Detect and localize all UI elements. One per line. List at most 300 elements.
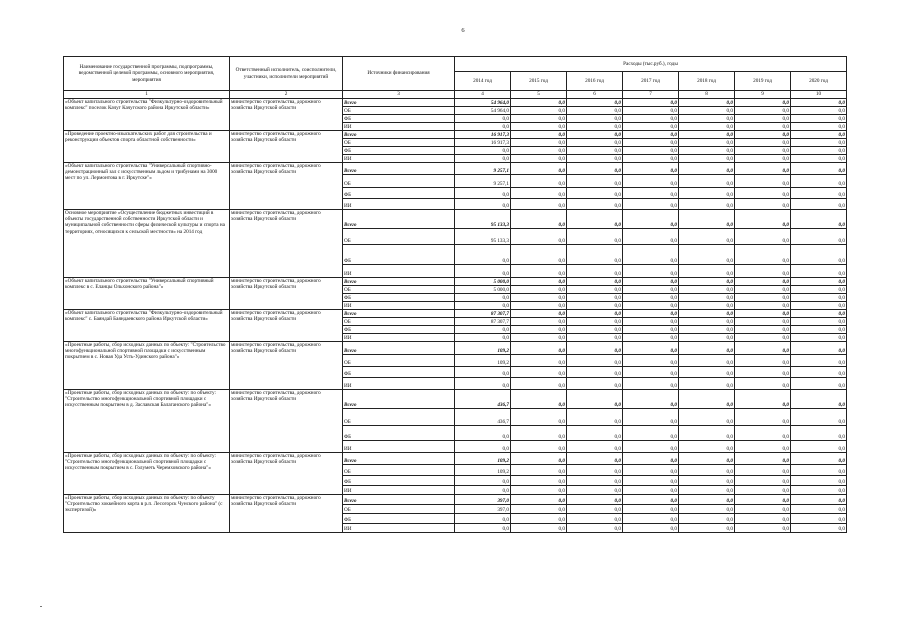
amount-cell: 0,0 [679,155,735,163]
amount-cell: 0,0 [791,188,847,199]
header-index-row [64,91,847,99]
funding-source: ИИ [343,486,455,495]
funding-source: ОБ [343,139,455,147]
amount-cell: 0,0 [679,107,735,115]
amount-cell: 0,0 [791,486,847,495]
amount-cell: 0,0 [567,310,623,318]
amount-cell: 0,0 [791,355,847,367]
amount-cell: 5 000,0 [455,278,511,286]
amount-cell: 0,0 [567,302,623,310]
amount-cell: 0,0 [735,342,791,355]
amount-cell: 0,0 [735,495,791,505]
amount-cell: 0,0 [455,378,511,390]
amount-cell: 0,0 [567,524,623,533]
amount-cell: 0,0 [567,390,623,409]
amount-cell: 0,0 [623,265,679,278]
measure-executor: министерство строительства, дорожного хозяйства Иркутской области [230,390,343,453]
amount-cell: 0,0 [735,355,791,367]
amount-cell: 0,0 [567,367,623,378]
amount-cell: 87 307,7 [455,310,511,318]
funding-source: Всего [343,99,455,107]
amount-cell: 0,0 [567,465,623,476]
amount-cell: 0,0 [567,453,623,465]
amount-cell: 0,0 [623,409,679,426]
table-row [64,342,847,355]
amount-cell: 0,0 [623,286,679,294]
amount-cell: 0,0 [567,99,623,107]
amount-cell: 0,0 [679,123,735,131]
header-program-name: Наименование государственной программы, подпрограммы, ведомственной целевой программы, основного мероприятия, мероприятия [64,57,230,91]
financing-table [63,56,847,533]
amount-cell: 0,0 [679,505,735,514]
amount-cell: 54 964,0 [455,107,511,115]
amount-cell: 0,0 [735,367,791,378]
amount-cell: 0,0 [791,465,847,476]
amount-cell: 0,0 [735,147,791,155]
amount-cell: 0,0 [511,318,567,326]
amount-cell: 0,0 [511,310,567,318]
amount-cell: 0,0 [791,155,847,163]
table-body [64,99,847,533]
funding-source: ФБ [343,326,455,334]
amount-cell: 0,0 [567,355,623,367]
amount-cell: 0,0 [567,175,623,188]
amount-cell: 0,0 [623,342,679,355]
amount-cell: 0,0 [511,453,567,465]
column-index: 2 [230,91,343,99]
amount-cell: 109,2 [455,342,511,355]
amount-cell: 0,0 [623,486,679,495]
amount-cell: 0,0 [623,155,679,163]
amount-cell: 0,0 [679,367,735,378]
amount-cell: 0,0 [623,453,679,465]
amount-cell: 0,0 [679,265,735,278]
amount-cell: 0,0 [511,175,567,188]
amount-cell: 0,0 [735,155,791,163]
amount-cell: 0,0 [735,390,791,409]
funding-source: ФБ [343,245,455,265]
amount-cell: 0,0 [679,199,735,210]
funding-source: ИИ [343,265,455,278]
table-row [64,163,847,175]
amount-cell: 0,0 [679,294,735,302]
amount-cell: 0,0 [791,131,847,139]
table-row [64,131,847,139]
measure-name: «Объект капитального строительства "Физкультурно-оздоровительный комплекс" поселок Качуг Качугского района Иркутской области» [64,99,230,131]
amount-cell: 0,0 [511,278,567,286]
amount-cell: 0,0 [735,426,791,441]
amount-cell: 0,0 [511,465,567,476]
amount-cell: 0,0 [511,334,567,342]
amount-cell: 0,0 [511,163,567,175]
funding-source: Всего [343,131,455,139]
amount-cell: 0,0 [679,390,735,409]
amount-cell: 0,0 [455,294,511,302]
amount-cell: 0,0 [735,318,791,326]
funding-source: Всего [343,453,455,465]
amount-cell: 0,0 [679,99,735,107]
funding-source: Всего [343,310,455,318]
amount-cell: 0,0 [511,378,567,390]
amount-cell: 0,0 [567,334,623,342]
page-number: 6 [461,27,465,34]
amount-cell: 0,0 [679,355,735,367]
amount-cell: 109,2 [455,453,511,465]
amount-cell: 0,0 [735,326,791,334]
amount-cell: 0,0 [679,465,735,476]
measure-executor: министерство строительства, дорожного хозяйства Иркутской области [230,131,343,163]
amount-cell: 0,0 [567,514,623,524]
amount-cell: 0,0 [511,390,567,409]
measure-executor: министерство строительства, дорожного хозяйства Иркутской области [230,99,343,131]
amount-cell: 0,0 [511,188,567,199]
amount-cell: 0,0 [623,199,679,210]
funding-source: ИИ [343,155,455,163]
amount-cell: 0,0 [791,107,847,115]
funding-source: Всего [343,210,455,229]
amount-cell: 436,7 [455,409,511,426]
measure-name: «Объект капитального строительства "Универсальный спортивно-демонстрационный зал с искусственным льдом и трибунами на 3000 мест по ул. Лермонтова в г. Иркутске"» [64,163,230,210]
amount-cell: 0,0 [455,265,511,278]
amount-cell: 0,0 [455,147,511,155]
amount-cell: 16 917,3 [455,139,511,147]
amount-cell: 0,0 [567,342,623,355]
amount-cell: 0,0 [679,286,735,294]
amount-cell: 436,7 [455,390,511,409]
amount-cell: 0,0 [791,278,847,286]
amount-cell: 0,0 [791,378,847,390]
amount-cell: 0,0 [623,390,679,409]
amount-cell: 0,0 [735,524,791,533]
amount-cell: 0,0 [679,163,735,175]
amount-cell: 0,0 [679,147,735,155]
funding-source: ИИ [343,302,455,310]
amount-cell: 0,0 [679,524,735,533]
table-row [64,453,847,465]
amount-cell: 0,0 [623,294,679,302]
amount-cell: 0,0 [623,524,679,533]
funding-source: ФБ [343,367,455,378]
amount-cell: 0,0 [679,131,735,139]
column-index: 4 [455,91,511,99]
amount-cell: 0,0 [791,302,847,310]
amount-cell: 0,0 [679,115,735,123]
amount-cell: 0,0 [623,107,679,115]
amount-cell: 0,0 [455,334,511,342]
table-row [64,99,847,107]
amount-cell: 0,0 [679,453,735,465]
amount-cell: 0,0 [511,367,567,378]
amount-cell: 0,0 [511,147,567,155]
amount-cell: 0,0 [511,107,567,115]
amount-cell: 0,0 [679,514,735,524]
amount-cell: 5 000,0 [455,286,511,294]
amount-cell: 0,0 [623,505,679,514]
measure-name: «Проектные работы, сбор исходных данных по объекту: "Строительство многофункциональной спортивной площадки с искусственным покрытием в с. Новая Уда Усть-Удинского района"» [64,342,230,390]
amount-cell: 0,0 [735,409,791,426]
amount-cell: 0,0 [511,199,567,210]
amount-cell: 0,0 [735,486,791,495]
amount-cell: 0,0 [735,175,791,188]
amount-cell: 0,0 [735,199,791,210]
amount-cell: 95 133,3 [455,229,511,245]
funding-source: ОБ [343,465,455,476]
amount-cell: 0,0 [455,115,511,123]
amount-cell: 0,0 [791,123,847,131]
measure-name: «Проектные работы, сбор исходных данных по объекту: по объекту "Строительство хоккейного корта в р.п. Лесогорск Чунского района" (с экспертизой)» [64,495,230,533]
amount-cell: 0,0 [735,131,791,139]
funding-source: ОБ [343,355,455,367]
scan-mark [40,606,42,607]
amount-cell: 0,0 [567,409,623,426]
amount-cell: 0,0 [455,326,511,334]
amount-cell: 0,0 [455,441,511,453]
amount-cell: 0,0 [567,107,623,115]
amount-cell: 0,0 [623,465,679,476]
measure-executor: министерство строительства, дорожного хозяйства Иркутской области [230,495,343,533]
column-index: 7 [623,91,679,99]
table-row [64,390,847,409]
amount-cell: 0,0 [791,390,847,409]
amount-cell: 0,0 [623,147,679,155]
funding-source: Всего [343,342,455,355]
amount-cell: 0,0 [623,245,679,265]
amount-cell: 0,0 [623,175,679,188]
amount-cell: 0,0 [623,476,679,486]
funding-source: ФБ [343,115,455,123]
table-row [64,495,847,505]
amount-cell: 0,0 [623,441,679,453]
header-year: 2020 год [791,72,847,91]
amount-cell: 0,0 [623,131,679,139]
amount-cell: 0,0 [455,302,511,310]
amount-cell: 0,0 [735,465,791,476]
amount-cell: 0,0 [511,155,567,163]
column-index: 1 [64,91,230,99]
header-executor: Ответственный исполнитель, соисполнители, участники, исполнители мероприятий [230,57,343,91]
amount-cell: 0,0 [567,441,623,453]
amount-cell: 0,0 [567,486,623,495]
amount-cell: 0,0 [623,229,679,245]
column-index: 8 [679,91,735,99]
funding-source: ОБ [343,107,455,115]
amount-cell: 0,0 [679,229,735,245]
funding-source: ФБ [343,514,455,524]
amount-cell: 0,0 [567,245,623,265]
amount-cell: 0,0 [511,123,567,131]
measure-name: «Проведение проектно-изыскательских работ для строительства и реконструкции объектов спорта областной собственности» [64,131,230,163]
amount-cell: 0,0 [791,476,847,486]
measure-name: «Объект капитального строительства "Физкультурно-оздоровительный комплекс" с. Баяндай Баяндаевского района Иркутской области» [64,310,230,342]
amount-cell: 0,0 [623,278,679,286]
amount-cell: 0,0 [791,139,847,147]
amount-cell: 0,0 [791,495,847,505]
amount-cell: 0,0 [511,495,567,505]
column-index: 5 [511,91,567,99]
table-row [64,310,847,318]
funding-source: ИИ [343,199,455,210]
amount-cell: 0,0 [679,476,735,486]
amount-cell: 397,0 [455,495,511,505]
amount-cell: 0,0 [511,302,567,310]
amount-cell: 0,0 [567,123,623,131]
amount-cell: 0,0 [791,426,847,441]
amount-cell: 0,0 [567,294,623,302]
amount-cell: 0,0 [791,229,847,245]
amount-cell: 0,0 [511,514,567,524]
amount-cell: 0,0 [567,278,623,286]
amount-cell: 0,0 [735,302,791,310]
amount-cell: 0,0 [567,131,623,139]
header-year: 2015 год [511,72,567,91]
amount-cell: 0,0 [735,99,791,107]
amount-cell: 0,0 [511,505,567,514]
amount-cell: 0,0 [455,245,511,265]
amount-cell: 0,0 [567,139,623,147]
measure-executor: министерство строительства, дорожного хозяйства Иркутской области [230,342,343,390]
amount-cell: 0,0 [735,378,791,390]
measure-name: Основное мероприятие «Осуществление бюджетных инвестиций в объекты государственной собственности Иркутской области и муниципальной собственности сферы физической культуры и спорта на территориях, относящихся к сельской местности» на 2014 год [64,210,230,278]
amount-cell: 0,0 [455,188,511,199]
amount-cell: 0,0 [623,355,679,367]
header-funding-source: Источники финансирования [343,57,455,91]
funding-source: ОБ [343,229,455,245]
amount-cell: 0,0 [735,286,791,294]
amount-cell: 0,0 [791,453,847,465]
amount-cell: 0,0 [735,107,791,115]
amount-cell: 0,0 [511,286,567,294]
amount-cell: 0,0 [567,188,623,199]
amount-cell: 0,0 [791,163,847,175]
amount-cell: 0,0 [567,426,623,441]
amount-cell: 0,0 [511,355,567,367]
amount-cell: 0,0 [679,441,735,453]
amount-cell: 0,0 [679,188,735,199]
amount-cell: 0,0 [511,131,567,139]
amount-cell: 0,0 [791,115,847,123]
measure-executor: министерство строительства, дорожного хозяйства Иркутской области [230,453,343,495]
amount-cell: 0,0 [679,210,735,229]
amount-cell: 0,0 [791,318,847,326]
amount-cell: 0,0 [511,409,567,426]
amount-cell: 0,0 [567,229,623,245]
amount-cell: 0,0 [511,524,567,533]
amount-cell: 0,0 [679,302,735,310]
amount-cell: 0,0 [511,426,567,441]
amount-cell: 0,0 [791,505,847,514]
amount-cell: 0,0 [567,318,623,326]
amount-cell: 0,0 [511,139,567,147]
amount-cell: 0,0 [791,199,847,210]
amount-cell: 0,0 [567,147,623,155]
amount-cell: 0,0 [791,210,847,229]
amount-cell: 16 917,3 [455,131,511,139]
amount-cell: 0,0 [567,495,623,505]
amount-cell: 0,0 [455,476,511,486]
amount-cell: 0,0 [679,426,735,441]
column-index: 3 [343,91,455,99]
amount-cell: 0,0 [791,147,847,155]
funding-source: ФБ [343,294,455,302]
measure-executor: министерство строительства, дорожного хозяйства Иркутской области [230,210,343,278]
amount-cell: 0,0 [791,99,847,107]
amount-cell: 0,0 [735,188,791,199]
amount-cell: 0,0 [791,326,847,334]
amount-cell: 0,0 [791,294,847,302]
column-index: 10 [791,91,847,99]
amount-cell: 0,0 [679,175,735,188]
column-index: 6 [567,91,623,99]
amount-cell: 0,0 [455,426,511,441]
amount-cell: 0,0 [735,163,791,175]
amount-cell: 0,0 [735,265,791,278]
amount-cell: 9 257,1 [455,163,511,175]
amount-cell: 0,0 [679,139,735,147]
amount-cell: 0,0 [623,115,679,123]
amount-cell: 0,0 [791,265,847,278]
amount-cell: 0,0 [623,163,679,175]
amount-cell: 109,2 [455,355,511,367]
amount-cell: 0,0 [567,378,623,390]
amount-cell: 0,0 [567,115,623,123]
amount-cell: 0,0 [511,99,567,107]
amount-cell: 0,0 [791,245,847,265]
amount-cell: 0,0 [735,210,791,229]
funding-source: ОБ [343,409,455,426]
amount-cell: 397,0 [455,505,511,514]
amount-cell: 0,0 [735,115,791,123]
amount-cell: 0,0 [511,265,567,278]
funding-source: ИИ [343,524,455,533]
amount-cell: 0,0 [511,229,567,245]
amount-cell: 0,0 [567,286,623,294]
amount-cell: 0,0 [679,278,735,286]
amount-cell: 0,0 [679,486,735,495]
funding-source: ФБ [343,147,455,155]
amount-cell: 0,0 [791,175,847,188]
amount-cell: 0,0 [511,441,567,453]
column-index: 9 [735,91,791,99]
amount-cell: 0,0 [567,155,623,163]
amount-cell: 0,0 [791,342,847,355]
amount-cell: 0,0 [735,453,791,465]
amount-cell: 0,0 [455,123,511,131]
amount-cell: 0,0 [791,409,847,426]
measure-executor: министерство строительства, дорожного хозяйства Иркутской области [230,163,343,210]
amount-cell: 0,0 [791,367,847,378]
amount-cell: 0,0 [791,524,847,533]
amount-cell: 0,0 [679,409,735,426]
amount-cell: 0,0 [567,265,623,278]
funding-source: ОБ [343,318,455,326]
amount-cell: 0,0 [791,441,847,453]
table-row [64,210,847,229]
amount-cell: 0,0 [511,326,567,334]
amount-cell: 0,0 [567,199,623,210]
funding-source: ФБ [343,476,455,486]
funding-source: ОБ [343,175,455,188]
amount-cell: 0,0 [679,378,735,390]
header-year: 2019 год [735,72,791,91]
amount-cell: 0,0 [623,139,679,147]
header-year: 2017 год [623,72,679,91]
table-row [64,278,847,286]
amount-cell: 0,0 [623,378,679,390]
funding-source: Всего [343,390,455,409]
amount-cell: 0,0 [511,476,567,486]
amount-cell: 0,0 [735,229,791,245]
amount-cell: 0,0 [567,505,623,514]
